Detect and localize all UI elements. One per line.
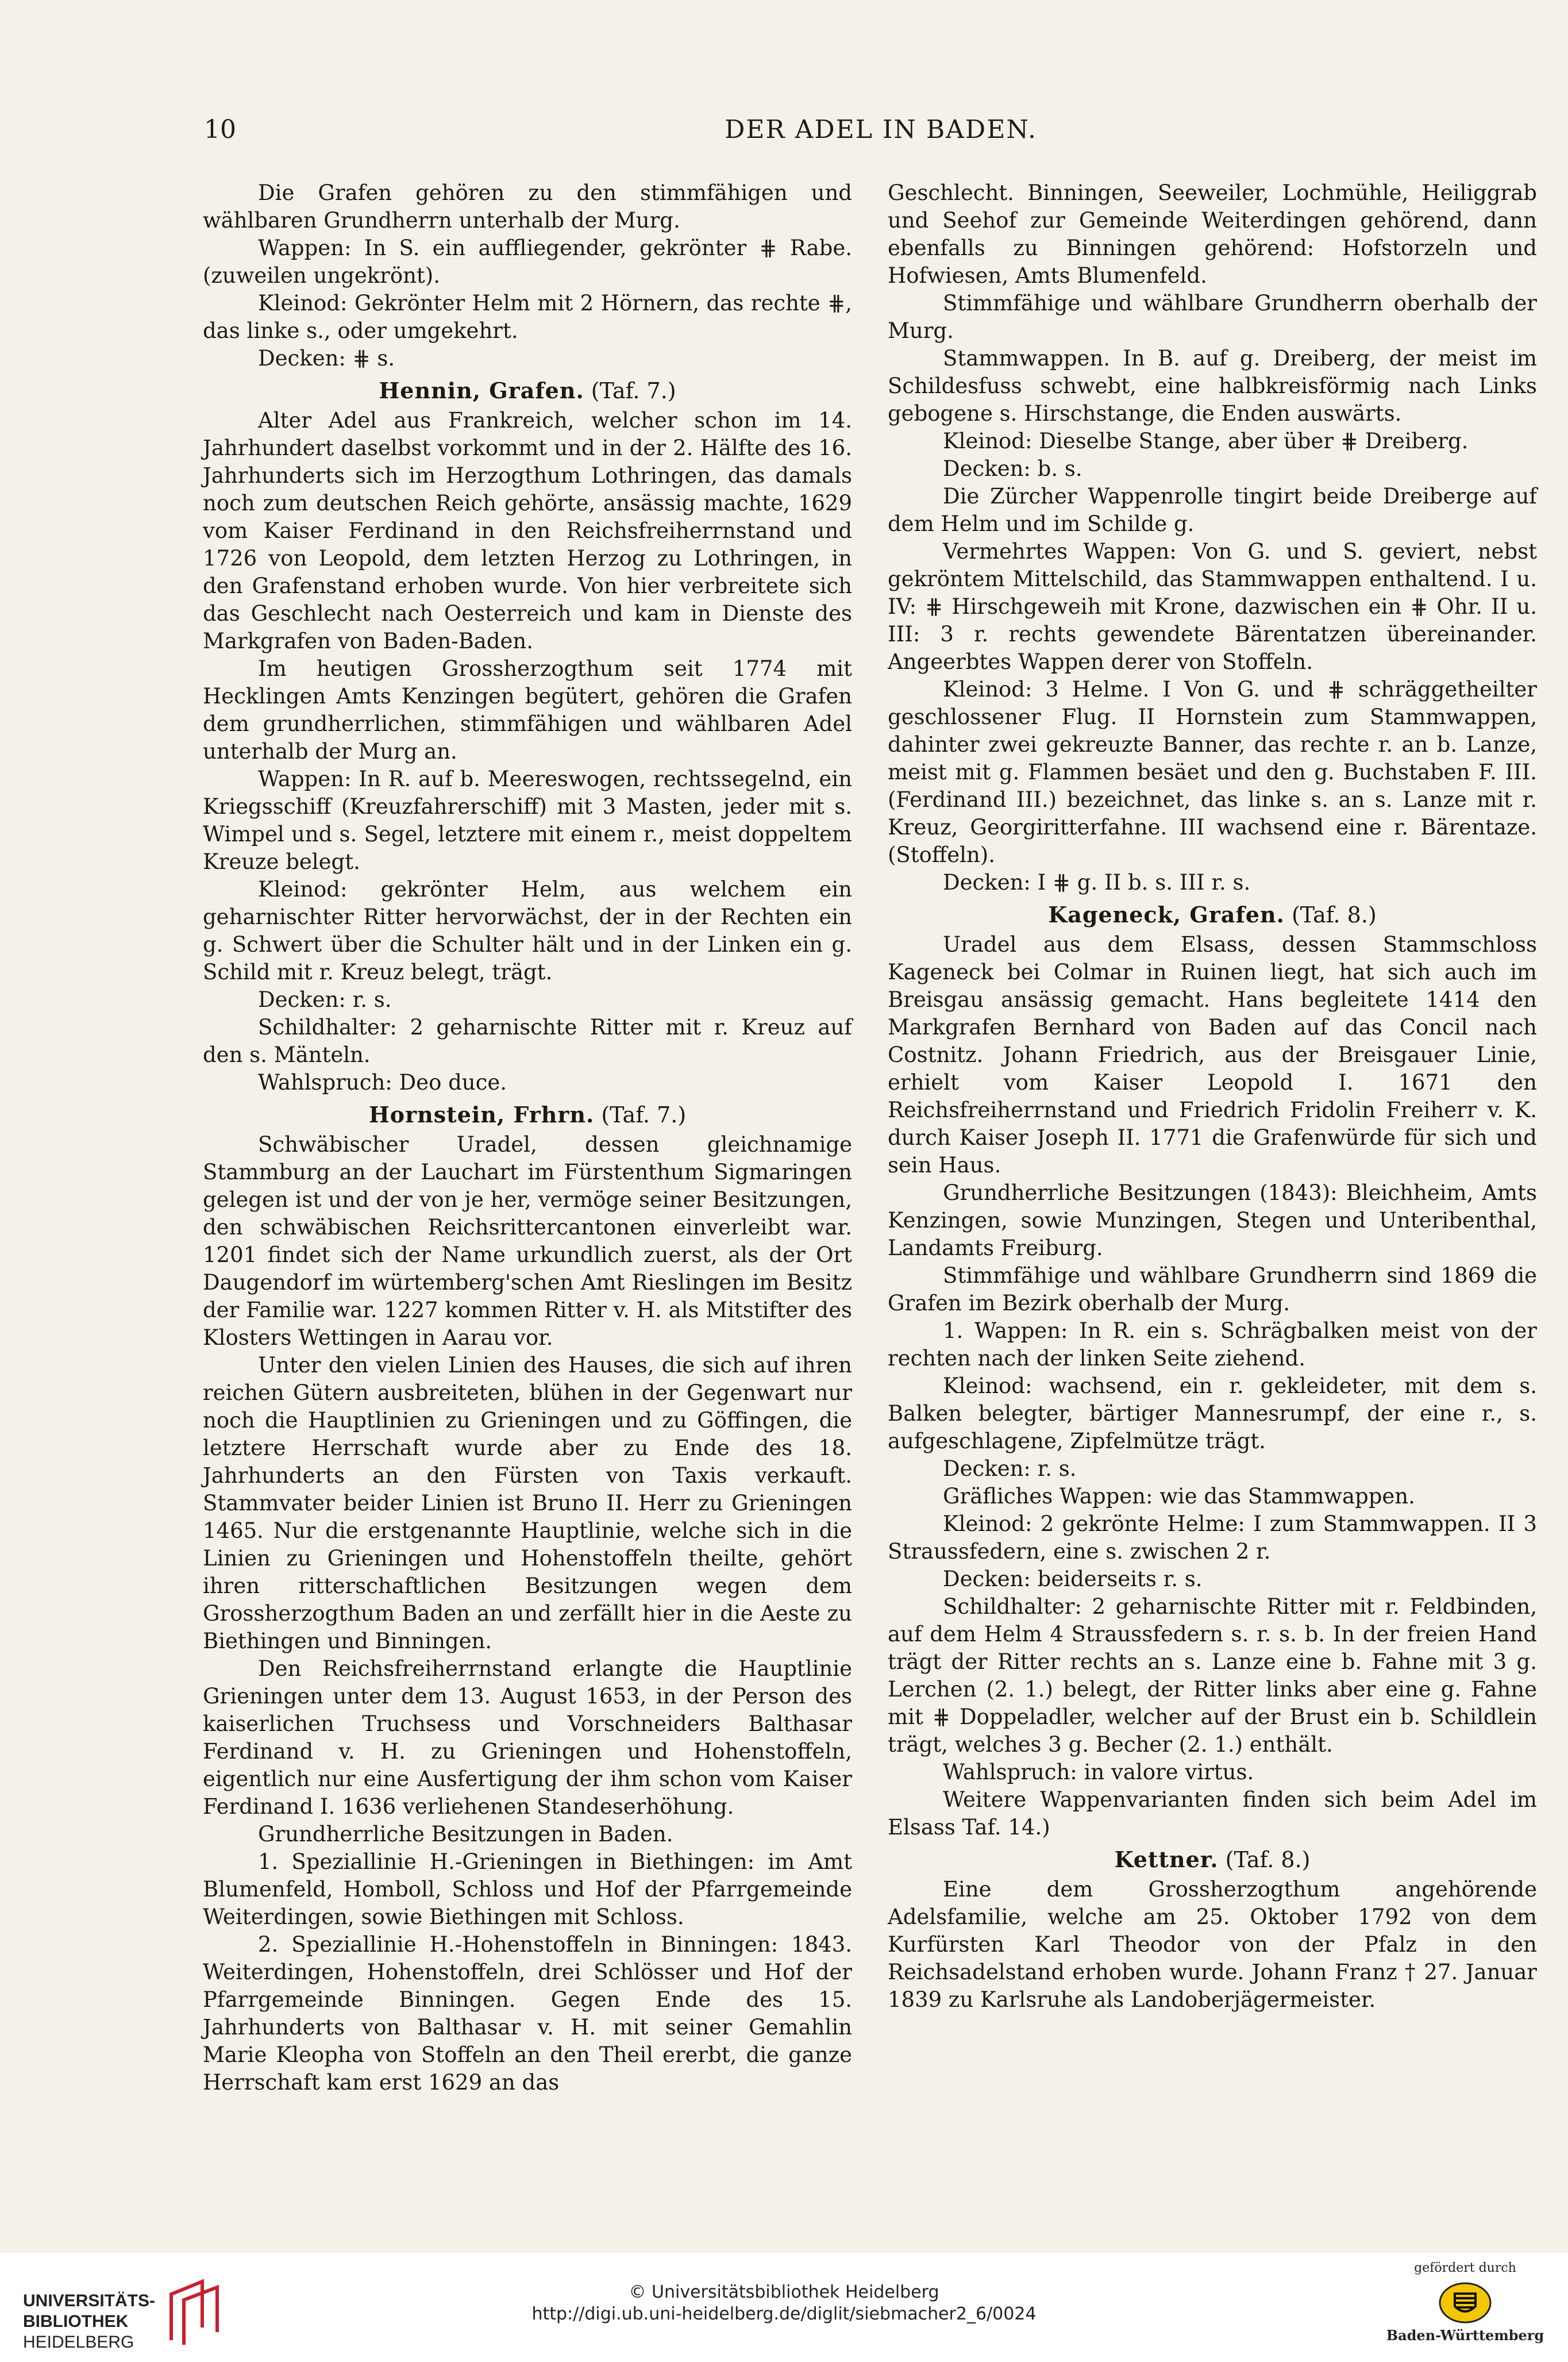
state-name: Baden-Württemberg (1386, 2327, 1544, 2344)
state-crest-icon (1438, 2281, 1493, 2325)
paragraph: 2. Speziallinie H.-Hohenstoffeln in Binningen: 1843. Weiterdingen, Hohenstoffeln, drei Schlösser und Hof der Pfarrgemeinde Binningen. Gegen Ende des 15. Jahrhunderts von Balthasar v. H. mit seiner Gemahlin Marie Kleopha von Stoffeln an den Theil ererbt, die ganze Herrschaft kam erst 1629 an das (203, 1932, 852, 2095)
entry-heading (203, 1101, 852, 1129)
entry-heading (203, 377, 852, 405)
paragraph: Weitere Wappenvarianten finden sich beim Adel im Elsass Taf. 14.) (888, 1787, 1537, 1840)
paragraph: Kleinod: gekrönter Helm, aus welchem ein geharnischter Ritter hervorwächst, der in der Rechten ein g. Schwert über die Schulter hält und in der Linken ein g. Schild mit r. Kreuz belegt, trägt. (203, 877, 852, 984)
source-url-link[interactable]: http://digi.ub.uni-heidelberg.de/diglit/siebmacher2_6/0024 (531, 2304, 1037, 2324)
plate-reference: (Taf. 8.) (1291, 902, 1377, 928)
copyright-notice (0, 2282, 1568, 2325)
paragraph: Decken: r. s. (943, 1456, 1077, 1481)
paragraph: Schwäbischer Uradel, dessen gleichnamige Stammburg an der Lauchart im Fürstenthum Sigmaringen gelegen ist und der von je her, vermöge seiner Besitzungen, den schwäbischen Reichsrittercantonen einverleibt war. 1201 findet sich der Name urkundlich zuerst, als der Ort Daugendorf im würtemberg'schen Amt Rieslingen im Besitz der Familie war. 1227 kommen Ritter v. H. als Mitstifter des Klosters Wettingen in Aarau vor. (203, 1132, 852, 1350)
paragraph: Gräfliches Wappen: wie das Stammwappen. (943, 1484, 1415, 1509)
paragraph: Geschlecht. Binningen, Seeweiler, Lochmühle, Heiliggrab und Seehof zur Gemeinde Weiterdingen gehörend, dann ebenfalls zu Binningen gehörend: Hofstorzeln und Hofwiesen, Amts Blumenfeld. (888, 180, 1537, 288)
paragraph: Grundherrliche Besitzungen in Baden. (258, 1822, 673, 1846)
paragraph: Schildhalter: 2 geharnischte Ritter mit r. Kreuz auf den s. Mänteln. (203, 1015, 852, 1067)
paragraph: Unter den vielen Linien des Hauses, die sich auf ihren reichen Gütern ausbreiteten, blühen in der Gegenwart nur noch die Hauptlinien zu Grieningen und zu Göffingen, die letztere Herrschaft wurde aber zu Ende des 18. Jahrhunderts an den Fürsten von Taxis verkauft. Stammvater beider Linien ist Bruno II. Herr zu Grieningen 1465. Nur die erstgenannte Hauptlinie, welche sich in die Linien zu Grieningen und Hohenstoffeln theilte, gehört ihren ritterschaftlichen Besitzungen wegen dem Grossherzogthum Baden an und zerfällt hier in die Aeste zu Biethingen und Binningen. (203, 1353, 852, 1653)
funded-by-label: gefördert durch (1414, 2261, 1516, 2275)
copyright-text: © Universitätsbibliothek Heidelberg (629, 2282, 939, 2302)
plate-reference: (Taf. 8.) (1225, 1847, 1311, 1872)
left-text-column (203, 179, 852, 2096)
paragraph: Decken: beiderseits r. s. (943, 1567, 1203, 1591)
paragraph: Stammwappen. In B. auf g. Dreiberg, der meist im Schildesfuss schwebt, eine halbkreisförmig nach Links gebogene s. Hirschstange, die Enden auswärts. (888, 346, 1537, 426)
funding-notice (1379, 2261, 1551, 2344)
paragraph: Kleinod: Gekrönter Helm mit 2 Hörnern, das rechte ⋕, das linke s., oder umgekehrt. (203, 291, 852, 343)
paragraph: Stimmfähige und wählbare Grundherrn sind 1869 die Grafen im Bezirk oberhalb der Murg. (888, 1263, 1537, 1315)
paragraph: Die Grafen gehören zu den stimmfähigen und wählbaren Grundherrn unterhalb der Murg. (203, 180, 852, 233)
paragraph: Decken: b. s. (943, 456, 1082, 481)
paragraph: Uradel aus dem Elsass, dessen Stammschloss Kageneck bei Colmar in Ruinen liegt, hat sich auch im Breisgau ansässig gemacht. Hans begleitete 1414 den Markgrafen Bernhard von Baden auf das Concil nach Costnitz. Johann Friedrich, aus der Breisgauer Linie, erhielt vom Kaiser Leopold I. 1671 den Reichsfreiherrnstand und Friedrich Fridolin Freiherr v. K. durch Kaiser Joseph II. 1771 die Grafenwürde für sich und sein Haus. (888, 932, 1537, 1178)
paragraph: Wahlspruch: Deo duce. (258, 1070, 507, 1095)
paragraph: Den Reichsfreiherrnstand erlangte die Hauptlinie Grieningen unter dem 13. August 1653, in der Person des kaiserlichen Truchsess und Vorschneiders Balthasar Ferdinand v. H. zu Grieningen und Hohenstoffeln, eigentlich nur eine Ausfertigung der ihm schon vom Kaiser Ferdinand I. 1636 verliehenen Standeserhöhung. (203, 1656, 852, 1819)
paragraph: Kleinod: 3 Helme. I Von G. und ⋕ schräggetheilter geschlossener Flug. II Hornstein zum Stammwappen, dahinter zwei gekreuzte Banner, das rechte r. an b. Lanze, meist mit g. Flammen besäet und den g. Buchstaben F. III. (Ferdinand III.) bezeichnet, das linke s. an s. Lanze mit r. Kreuz, Georgiritterfahne. III wachsend eine r. Bärentaze. (Stoffeln). (888, 677, 1537, 867)
paragraph: Kleinod: wachsend, ein r. gekleideter, mit dem s. Balken belegter, bärtiger Mannesrumpf, der eine r., s. aufgeschlagene, Zipfelmütze trägt. (888, 1374, 1537, 1453)
family-name: Hornstein, Frhrn. (368, 1102, 595, 1128)
paragraph: Decken: I ⋕ g. II b. s. III r. s. (943, 870, 1251, 895)
plate-reference: (Taf. 7.) (591, 378, 676, 403)
library-name: UNIVERSITÄTS- BIBLIOTHEK HEIDELBERG (23, 2291, 156, 2352)
paragraph: Kleinod: Dieselbe Stange, aber über ⋕ Dreiberg. (943, 429, 1469, 453)
paragraph: Eine dem Grossherzogthum angehörende Adelsfamilie, welche am 25. Oktober 1792 von dem Kurfürsten Karl Theodor von der Pfalz in den Reichsadelstand erhoben wurde. Johann Franz † 27. Januar 1839 zu Karlsruhe als Landoberjägermeister. (888, 1877, 1537, 2012)
family-name: Kettner. (1114, 1846, 1219, 1872)
right-text-column (888, 179, 1537, 2014)
paragraph: Im heutigen Grossherzogthum seit 1774 mit Hecklingen Amts Kenzingen begütert, gehören die Grafen dem grundherrlichen, stimmfähigen und wählbaren Adel unterhalb der Murg an. (203, 656, 852, 764)
paragraph: Alter Adel aus Frankreich, welcher schon im 14. Jahrhundert daselbst vorkommt und in der 2. Hälfte des 16. Jahrhunderts sich im Herzogthum Lothringen, das damals noch zum deutschen Reich gehörte, ansässig machte, 1629 vom Kaiser Ferdinand in den Reichsfreiherrnstand und 1726 von Leopold, dem letzten Herzog zu Lothringen, in den Grafenstand erhoben wurde. Von hier verbreitete sich das Geschlecht nach Oesterreich und kam in Dienste des Markgrafen von Baden-Baden. (203, 408, 852, 653)
paragraph: Decken: r. s. (258, 987, 392, 1012)
family-name: Hennin, Grafen. (379, 378, 584, 403)
paragraph: Wappen: In R. auf b. Meereswogen, rechtssegelnd, ein Kriegsschiff (Kreuzfahrerschiff) mit 3 Masten, jeder mit s. Wimpel und s. Segel, letztere mit einem r., meist doppeltem Kreuze belegt. (203, 767, 852, 874)
paragraph: Schildhalter: 2 geharnischte Ritter mit r. Feldbinden, auf dem Helm 4 Straussfedern s. r. s. b. In der freien Hand trägt der Ritter rechts an s. Lanze eine b. Fahne mit 3 g. Lerchen (2. 1.) belegt, der Ritter links aber eine g. Fahne mit ⋕ Doppeladler, welcher auf der Brust ein b. Schildlein trägt, welches 3 g. Becher (2. 1.) enthält. (888, 1594, 1537, 1757)
footer-bar (0, 2253, 1568, 2362)
paragraph: Grundherrliche Besitzungen (1843): Bleichheim, Amts Kenzingen, sowie Munzingen, Stegen und Unteribenthal, Landamts Freiburg. (888, 1180, 1537, 1260)
paragraph: Wappen: In S. ein auffliegender, gekrönter ⋕ Rabe. (zuweilen ungekrönt). (203, 236, 852, 288)
paragraph: 1. Speziallinie H.-Grieningen in Biethingen: im Amt Blumenfeld, Homboll, Schloss und Hof der Pfarrgemeinde Weiterdingen, sowie Biethingen mit Schloss. (203, 1849, 852, 1929)
entry-heading (888, 901, 1537, 929)
paragraph: Vermehrtes Wappen: Von G. und S. geviert, nebst gekröntem Mittelschild, das Stammwappen enthaltend. I u. IV: ⋕ Hirschgeweih mit Krone, dazwischen ein ⋕ Ohr. II u. III: 3 r. rechts gewendete Bärentatzen übereinander. Angeerbtes Wappen derer von Stoffeln. (888, 539, 1537, 674)
paragraph: 1. Wappen: In R. ein s. Schrägbalken meist von der rechten nach der linken Seite ziehend. (888, 1318, 1537, 1371)
running-head (204, 115, 1037, 155)
plate-reference: (Taf. 7.) (601, 1102, 687, 1128)
paragraph: Decken: ⋕ s. (258, 346, 395, 371)
page-number: 10 (204, 115, 236, 144)
entry-heading (888, 1846, 1537, 1874)
running-title: DER ADEL IN BADEN. (725, 115, 1037, 144)
paragraph: Stimmfähige und wählbare Grundherrn oberhalb der Murg. (888, 291, 1537, 343)
family-name: Kageneck, Grafen. (1048, 902, 1285, 928)
paragraph: Kleinod: 2 gekrönte Helme: I zum Stammwappen. II 3 Straussfedern, eine s. zwischen 2 r. (888, 1511, 1537, 1564)
paragraph: Wahlspruch: in valore virtus. (943, 1760, 1254, 1784)
paragraph: Die Zürcher Wappenrolle tingirt beide Dreiberge auf dem Helm und im Schilde g. (888, 484, 1537, 536)
